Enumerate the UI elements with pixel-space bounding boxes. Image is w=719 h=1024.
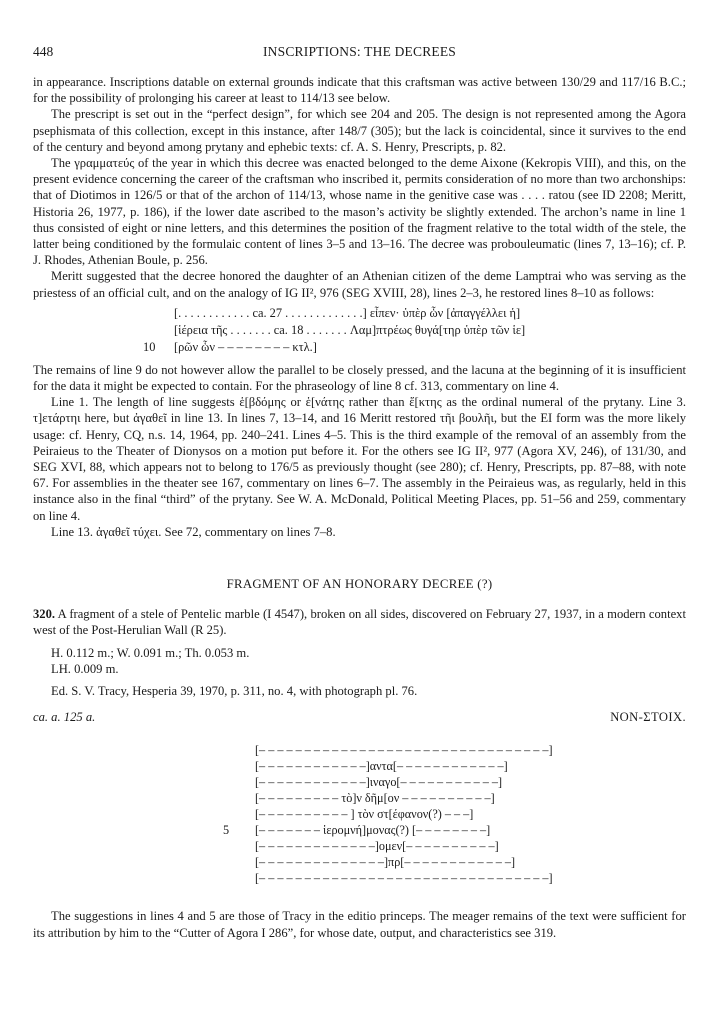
paragraph: Meritt suggested that the decree honored the daughter of an Athenian citizen of the deme Lamptrai who was serving as the priestess of an official cult, and on the analogy of IG II², 976 (SEG XVIII, 28), lines 2–3, he restored lines 8–10 as follows: [33, 269, 686, 300]
date: ca. a. 125 a. [33, 710, 96, 725]
dimensions: H. 0.112 m.; W. 0.091 m.; Th. 0.053 m. [51, 645, 250, 660]
restored-line [33, 305, 686, 322]
entry-number: 320. [33, 607, 56, 622]
running-title: INSCRIPTIONS: THE DECREES [262, 44, 457, 59]
line-text: [– – – – – – – – – – – – –]ομεν[– – – – – – – – – –] [255, 839, 499, 854]
line-text: [– – – – – – – ἱερομνή]μονας(?) [– – – – – – – –] [255, 823, 491, 838]
entry-text: A fragment of a stele of Pentelic marble (I 4547), broken on all sides, discovered on February 27, 1937, in a modern context west of the Post-Herulian Wall (R 25). [33, 607, 686, 638]
line-text: [– – – – – – – – – – – –]ιναγο[– – – – – – – – – – –] [255, 775, 503, 790]
line-text: [– – – – – – – – – τὸ]ν δῆμ[ον – – – – – – – – – –] [255, 791, 495, 806]
paragraph: in appearance. Inscriptions datable on external grounds indicate that this craftsman was active between 130/29 and 117/16 B.C.; for the possibility of prolonging his career at least to 114/13 see below. [33, 75, 686, 106]
edition: Ed. S. V. Tracy, Hesperia 39, 1970, p. 311, no. 4, with photograph pl. 76. [51, 684, 418, 699]
line-text: [– – – – – – – – – – – –]αντα[– – – – – – – – – – – –] [255, 759, 508, 774]
line-text: [. . . . . . . . . . . . ca. 27 . . . . . . . . . . . . .] εἶπεν· ὑπὲρ ὧν [ἀπαγγέλλει ἡ] [174, 305, 521, 320]
closing-paragraph: The suggestions in lines 4 and 5 are those of Tracy in the editio princeps. The meager remains of the text were sufficient for its attribution by him to the “Cutter of Agora I 286”, for whose date, output, and characteristics see 319. [33, 909, 686, 940]
inscription-text [33, 734, 686, 894]
paragraph: The remains of line 9 do not however allow the parallel to be closely pressed, and the lacuna at the beginning of it is insufficient for the data it might be expected to contain. For the phraseology of line 8 cf. 313, commentary on line 4. [33, 362, 686, 394]
line-text: [ρῶν ὧν – – – – – – – – κτλ.] [174, 339, 317, 354]
line-text: [ἱέρεια τῆς . . . . . . . ca. 18 . . . . . . . Λαμ]πτρέως θυγά[τηρ ὑπὲρ τῶν ἱε] [174, 322, 526, 337]
line-text: [– – – – – – – – – – – – – – – – – – – – – – – – – – – – – – – –] [255, 743, 553, 758]
page-number: 448 [33, 44, 54, 59]
line-number: 10 [143, 339, 156, 354]
letter-height: LH. 0.009 m. [51, 661, 119, 676]
paragraph: Line 13. ἀγαθεῖ τύχει. See 72, commentary on lines 7–8. [51, 524, 336, 539]
paragraph: Line 1. The length of line suggests ἑ[βδόμης or ἑ[νάτης rather than ἕ[κτης as the ordinal numeral of the prytany. Line 3. τ]ετάρτηι here, but ἀγαθεῖ in line 13. In lines 7, 13–14, and 16 Meritt restored τῆι βουλῆι, but the EI form was the more likely usage: cf. Henry, CQ, n.s. 14, 1964, pp. 240–241. Lines 4–5. This is the third example of the removal of an assembly from the Peiraieus to the Theater of Dionysos on a motion put before it. For the others see IG II², 977 (Agora XV, 246), of 131/30, and SEG XVI, 88, which appears not to belong to 176/5 as previously thought (see 280); cf. Henry, Prescripts, pp. 87–88, with note 67. For assemblies in the theater see 167, commentary on lines 6–7. The assembly in the Peiraieus was, as regularly, held in this instance also in the final “third” of the prytany. See W. A. McDonald, Political Meeting Places, pp. 51–56 and 259, commentary on line 4. [33, 395, 686, 523]
date-style-row [33, 709, 686, 726]
paragraph: The γραμματεύς of the year in which this decree was enacted belonged to the deme Aixone (Kekropis VIII), and this, on the present evidence concerning the career of the craftsman who inscribed it, permits consideration of no more than two archonships: that of Diotimos in 126/5 or that of the archon of 114/13, whose name in the genitive case was . . . . ratou (see ID 2208; Meritt, Historia 26, 1977, p. 186), if the lower date ascribed to the mason’s activity be slightly extended. The archon’s name in line 1 thus consisted of eight or nine letters, and this determines the position of the fragment relative to the total width of the stele, the latter being conditioned by the formulaic content of lines 3–5 and 13–16. The decree was probouleumatic (lines 7, 13–16); cf. P. J. Rhodes, Athenian Boule, p. 256. [33, 156, 686, 268]
line-number: 5 [223, 823, 230, 838]
restored-text-block [33, 305, 686, 356]
line-text: [– – – – – – – – – – – – – – – – – – – – – – – – – – – – – – – –] [255, 871, 553, 886]
style: NON-ΣΤΟΙΧ. [610, 710, 686, 725]
running-header [33, 44, 686, 62]
page-body [33, 74, 686, 941]
paragraph: The prescript is set out in the “perfect design”, for which see 204 and 205. The design is not represented among the Agora psephismata of this collection, except in this instance, after 148/7 (305); but the lack is coincidental, since it survives to the end of the century and beyond among prytany and ephebic texts: cf. A. S. Henry, Prescripts, p. 82. [33, 107, 686, 154]
entry-paragraph [33, 606, 686, 638]
section-title: FRAGMENT OF AN HONORARY DECREE (?) [226, 577, 493, 592]
restored-line [33, 339, 686, 356]
line-text: [– – – – – – – – – – ] τὸν στ[έφανον(?) – – –] [255, 807, 474, 822]
line-text: [– – – – – – – – – – – – – –]πρ[– – – – – – – – – – – –] [255, 855, 516, 870]
restored-line [33, 322, 686, 339]
